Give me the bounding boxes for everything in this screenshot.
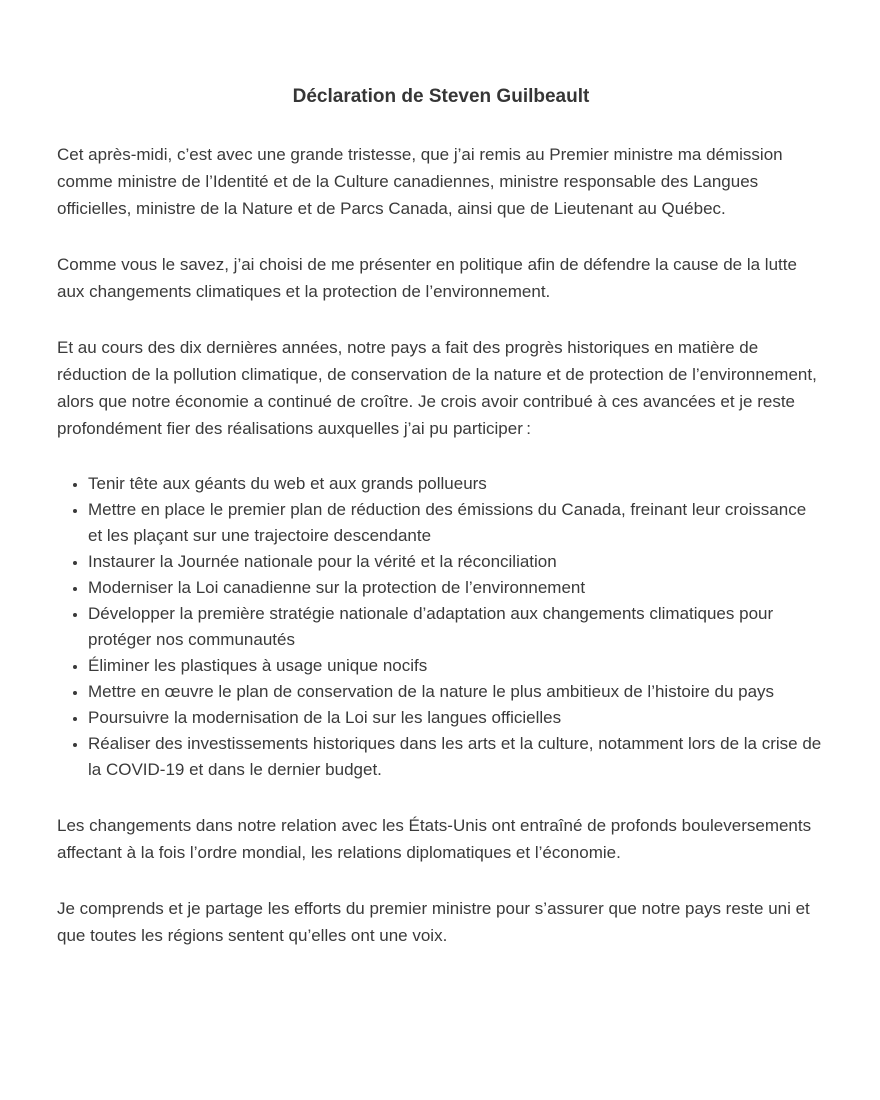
paragraph-achievements-intro: Et au cours des dix dernières années, notre pays a fait des progrès historiques en matière de réduction de la pollution climatique, de conservation de la nature et de protection de l’environnement, alors que notre économie a continué de croître. Je crois avoir contribué à ces avancées et je reste profondément fier des réalisations auxquelles j’ai pu participer : [57,338,817,438]
list-item: • Éliminer les plastiques à usage unique nocifs [88,653,825,679]
list-item: • Moderniser la Loi canadienne sur la protection de l’environnement [88,575,825,601]
list-item: • Mettre en place le premier plan de réduction des émissions du Canada, freinant leur croissance et les plaçant sur une trajectoire descendante [88,497,825,549]
list-item: • Développer la première stratégie nationale d’adaptation aux changements climatiques pour protéger nos communautés [88,601,825,653]
paragraph-unity: Je comprends et je partage les efforts du premier ministre pour s’assurer que notre pays reste uni et que toutes les régions sentent qu’elles ont une voix. [57,899,810,945]
document-title: Déclaration de Steven Guilbeault [292,86,590,107]
list-item: • Poursuivre la modernisation de la Loi sur les langues officielles [88,705,825,731]
paragraph-us-relations: Les changements dans notre relation avec les États-Unis ont entraîné de profonds bouleversements affectant à la fois l’ordre mondial, les relations diplomatiques et l’économie. [57,816,812,862]
paragraph-motivation: Comme vous le savez, j’ai choisi de me présenter en politique afin de défendre la cause de la lutte aux changements climatiques et la protection de l’environnement. [57,255,797,301]
list-item: • Instaurer la Journée nationale pour la vérité et la réconciliation [88,549,825,575]
list-item: • Tenir tête aux géants du web et aux grands pollueurs [88,471,825,497]
list-item: • Réaliser des investissements historiques dans les arts et la culture, notamment lors de la crise de la COVID-19 et dans le dernier budget. [88,731,825,783]
paragraph-resignation: Cet après-midi, c’est avec une grande tristesse, que j’ai remis au Premier ministre ma démission comme ministre de l’Identité et de la Culture canadiennes, ministre responsable des Langues officielles, ministre de la Nature et de Parcs Canada, ainsi que de Lieutenant au Québec. [57,145,783,218]
achievements-list [57,471,825,783]
list-item: • Mettre en œuvre le plan de conservation de la nature le plus ambitieux de l’histoire du pays [88,679,825,705]
